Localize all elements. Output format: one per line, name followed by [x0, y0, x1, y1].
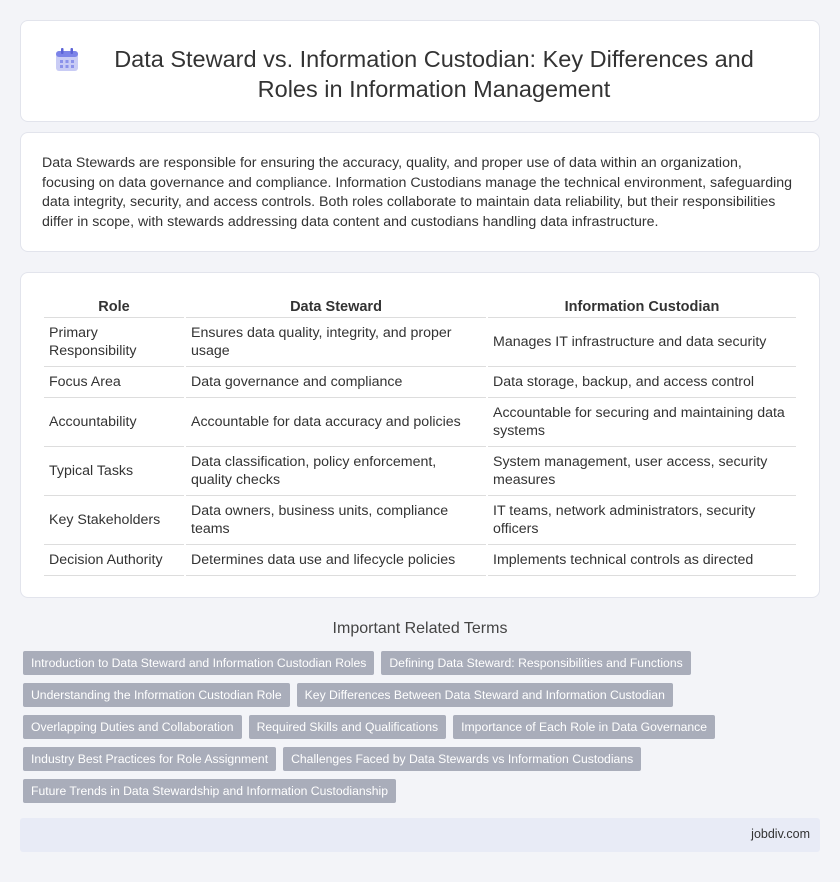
- steward-cell: Data governance and compliance: [186, 367, 486, 398]
- related-terms-list: [23, 651, 813, 811]
- steward-cell: Determines data use and lifecycle policies: [186, 545, 486, 576]
- table-row: [44, 398, 796, 447]
- footer-site-link[interactable]: jobdiv.com: [751, 827, 810, 841]
- related-term-tag[interactable]: Introduction to Data Steward and Information Custodian Roles: [23, 651, 374, 675]
- row-label: Key Stakeholders: [44, 496, 184, 545]
- header-information-custodian: Information Custodian: [488, 296, 796, 318]
- related-term-tag[interactable]: Challenges Faced by Data Stewards vs Information Custodians: [283, 747, 641, 771]
- table-row: [44, 545, 796, 576]
- custodian-cell: Implements technical controls as directed: [488, 545, 796, 576]
- footer: [20, 818, 820, 852]
- comparison-table: [42, 296, 798, 576]
- table-row: [44, 318, 796, 367]
- related-term-tag[interactable]: Required Skills and Qualifications: [249, 715, 447, 739]
- steward-cell: Data owners, business units, compliance teams: [186, 496, 486, 545]
- steward-cell: Data classification, policy enforcement, quality checks: [186, 447, 486, 496]
- header-role: Role: [44, 296, 184, 318]
- related-term-tag[interactable]: Key Differences Between Data Steward and Information Custodian: [297, 683, 673, 707]
- related-term-tag[interactable]: Defining Data Steward: Responsibilities and Functions: [381, 651, 690, 675]
- table-row: [44, 367, 796, 398]
- row-label: Primary Responsibility: [44, 318, 184, 367]
- intro-card: [20, 132, 820, 252]
- related-term-tag[interactable]: Importance of Each Role in Data Governance: [453, 715, 715, 739]
- steward-cell: Ensures data quality, integrity, and proper usage: [186, 318, 486, 367]
- table-header-row: [44, 296, 796, 318]
- table-row: [44, 447, 796, 496]
- header-data-steward: Data Steward: [186, 296, 486, 318]
- row-label: Typical Tasks: [44, 447, 184, 496]
- custodian-cell: Data storage, backup, and access control: [488, 367, 796, 398]
- intro-text: Data Stewards are responsible for ensuring the accuracy, quality, and proper use of data within an organization, focusing on data governance and compliance. Information Custodians manage the technical environment, safeguarding data integrity, security, and access controls. Both roles collaborate to maintain data reliability, but their responsibilities differ in scope, with stewards addressing data content and custodians handling data infrastructure.: [42, 155, 793, 230]
- title-card: [20, 20, 820, 122]
- related-term-tag[interactable]: Overlapping Duties and Collaboration: [23, 715, 242, 739]
- custodian-cell: System management, user access, security measures: [488, 447, 796, 496]
- page-title: Data Steward vs. Information Custodian: Key Differences and Roles in Information Management: [114, 46, 754, 102]
- table-row: [44, 496, 796, 545]
- custodian-cell: Accountable for securing and maintaining data systems: [488, 398, 796, 447]
- row-label: Focus Area: [44, 367, 184, 398]
- related-terms-title: Important Related Terms: [332, 620, 508, 637]
- related-term-tag[interactable]: Future Trends in Data Stewardship and Information Custodianship: [23, 779, 396, 803]
- related-term-tag[interactable]: Understanding the Information Custodian Role: [23, 683, 290, 707]
- comparison-table-card: [20, 272, 820, 598]
- custodian-cell: Manages IT infrastructure and data security: [488, 318, 796, 367]
- steward-cell: Accountable for data accuracy and policies: [186, 398, 486, 447]
- row-label: Decision Authority: [44, 545, 184, 576]
- custodian-cell: IT teams, network administrators, security officers: [488, 496, 796, 545]
- related-term-tag[interactable]: Industry Best Practices for Role Assignment: [23, 747, 276, 771]
- row-label: Accountability: [44, 398, 184, 447]
